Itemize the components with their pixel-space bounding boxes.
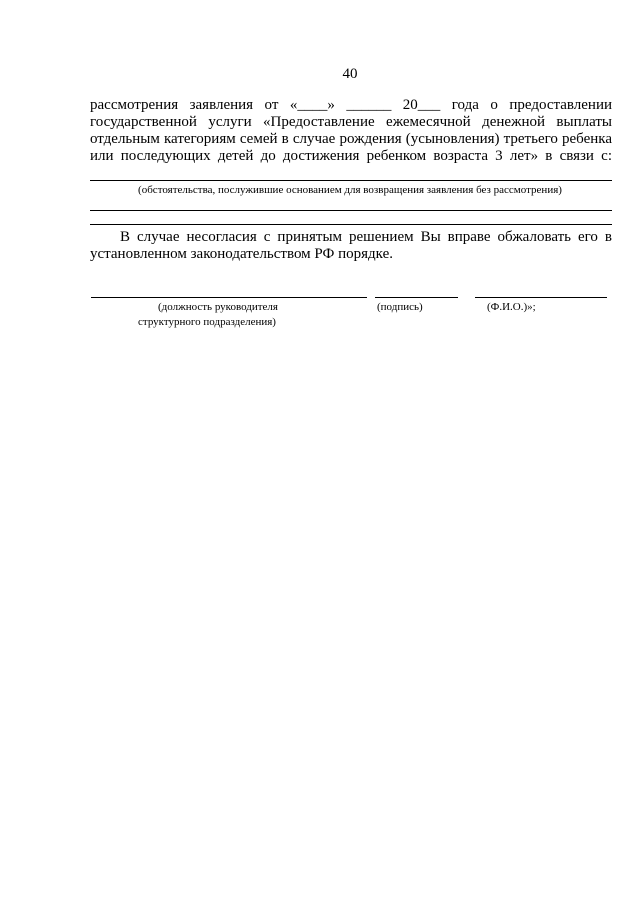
- position-signature-line: [91, 297, 367, 298]
- body-line: отдельным категориям семей в случае рождения (усыновления) третьего ребенка: [90, 131, 612, 147]
- appeal-line: установленном законодательством РФ порядке.: [90, 246, 393, 262]
- blank-line: [90, 224, 612, 225]
- appeal-line: В случае несогласия с принятым решением Вы вправе обжаловать его в: [120, 229, 612, 245]
- body-line: государственной услуги «Предоставление ежемесячной денежной выплаты: [90, 114, 612, 130]
- name-caption: (Ф.И.О.)»;: [487, 301, 536, 313]
- page-number: 40: [342, 66, 358, 82]
- body-line: или последующих детей до достижения ребенком возраста 3 лет» в связи с:: [90, 148, 612, 164]
- blank-line: [90, 210, 612, 211]
- signature-caption: (подпись): [377, 301, 423, 313]
- position-caption: структурного подразделения): [138, 316, 276, 328]
- circumstances-caption: (обстоятельства, послужившие основанием для возвращения заявления без рассмотрения): [138, 184, 562, 196]
- name-line: [475, 297, 607, 298]
- blank-line: [90, 180, 612, 181]
- signature-line: [375, 297, 458, 298]
- position-caption: (должность руководителя: [158, 301, 278, 313]
- body-line: рассмотрения заявления от «____» ______ 20___ года о предоставлении: [90, 97, 612, 113]
